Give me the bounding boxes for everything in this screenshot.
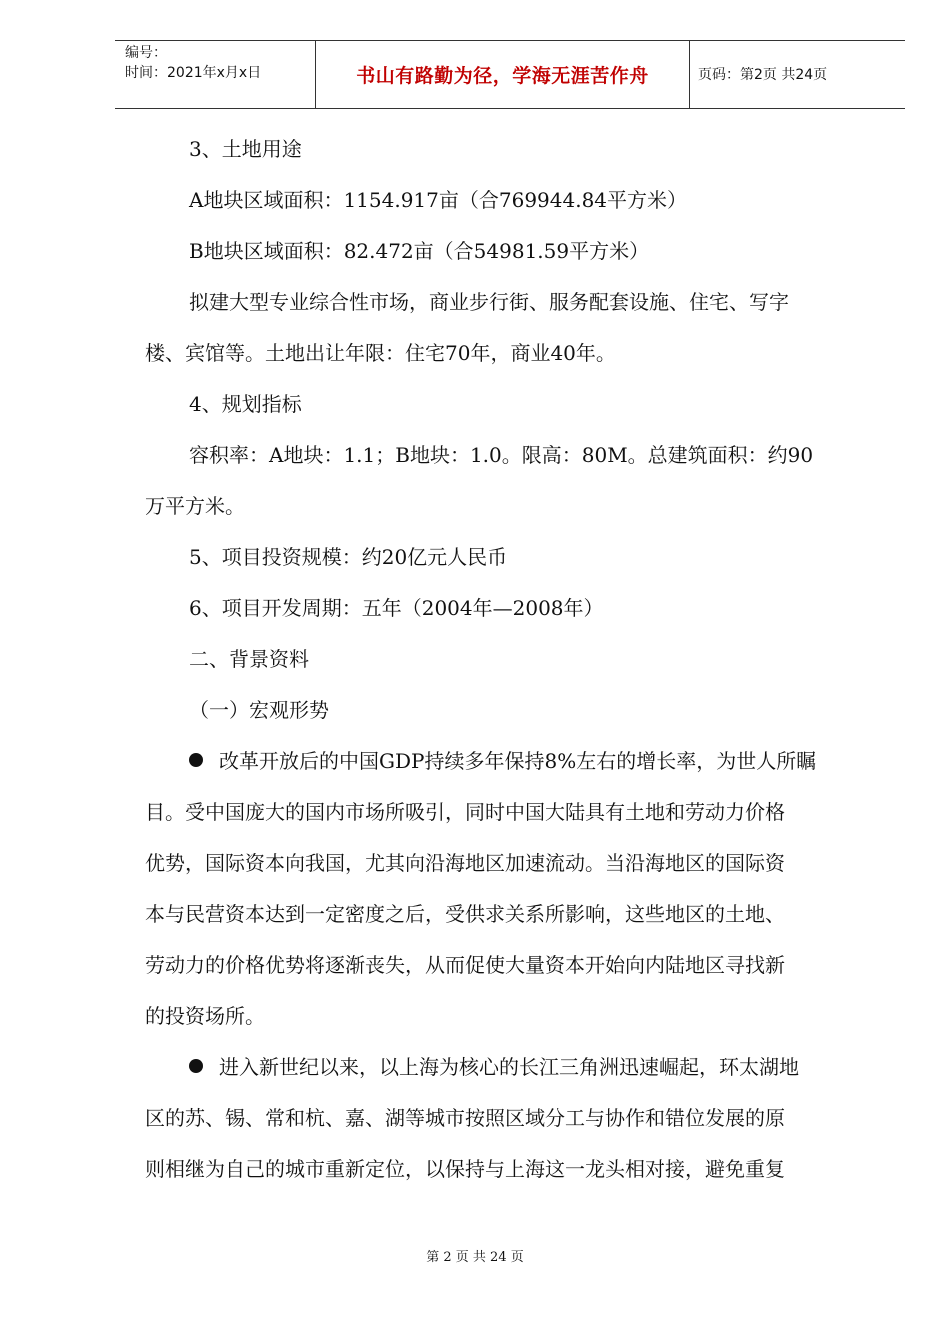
section-heading: 4、规划指标 (189, 392, 302, 416)
page-header (115, 40, 905, 109)
header-meta (115, 41, 316, 108)
paragraph-line: A地块区域面积：1154.917亩（合769944.84平方米） (189, 188, 688, 212)
bullet-icon (189, 753, 203, 767)
section-heading: 3、土地用途 (189, 137, 302, 161)
paragraph-line: 区的苏、锡、常和杭、嘉、湖等城市按照区域分工与协作和错位发展的原 (145, 1106, 785, 1130)
paragraph-line: 楼、宾馆等。土地出让年限：住宅70年，商业40年。 (145, 341, 616, 365)
paragraph-line: 容积率：A地块：1.1；B地块：1.0。限高：80M。总建筑面积：约90 (189, 443, 814, 467)
paragraph-line: 优势，国际资本向我国，尤其向沿海地区加速流动。当沿海地区的国际资 (145, 851, 785, 875)
paragraph-line: 本与民营资本达到一定密度之后，受供求关系所影响，这些地区的土地、 (145, 902, 785, 926)
paragraph-line: 目。受中国庞大的国内市场所吸引，同时中国大陆具有土地和劳动力价格 (145, 800, 785, 824)
bullet-paragraph-line (145, 736, 867, 787)
doc-number-label: 编号： (125, 45, 167, 61)
bullet-paragraph-line (145, 1042, 867, 1093)
paragraph-line: 拟建大型专业综合性市场，商业步行街、服务配套设施、住宅、写字 (189, 290, 789, 314)
page-footer: 第 2 页 共 24 页 (426, 1250, 524, 1265)
document-body (145, 124, 867, 1195)
paragraph-line: 万平方米。 (145, 494, 245, 518)
section-heading: 6、项目开发周期：五年（2004年—2008年） (189, 596, 604, 620)
header-motto: 书山有路勤为径，学海无涯苦作舟 (356, 65, 649, 87)
section-heading: 5、项目投资规模：约20亿元人民币 (189, 545, 508, 569)
paragraph-line: 则相继为自己的城市重新定位，以保持与上海这一龙头相对接，避免重复 (145, 1157, 785, 1181)
section-heading: 二、背景资料 (189, 647, 309, 671)
bullet-icon (189, 1059, 203, 1073)
subsection-heading: （一）宏观形势 (189, 698, 329, 722)
paragraph-text: 改革开放后的中国GDP持续多年保持8%左右的增长率，为世人所瞩 (219, 749, 817, 773)
header-page-cell (690, 41, 905, 108)
paragraph-line: 劳动力的价格优势将逐渐丧失，从而促使大量资本开始向内陆地区寻找新 (145, 953, 785, 977)
paragraph-line: 的投资场所。 (145, 1004, 265, 1028)
header-page-info: 页码：第2页 共24页 (698, 66, 828, 83)
paragraph-text: 进入新世纪以来，以上海为核心的长江三角洲迅速崛起，环太湖地 (219, 1055, 799, 1079)
header-motto-cell (316, 41, 690, 108)
doc-date-label: 时间：2021年x月x日 (125, 65, 262, 81)
paragraph-line: B地块区域面积：82.472亩（合54981.59平方米） (189, 239, 650, 263)
